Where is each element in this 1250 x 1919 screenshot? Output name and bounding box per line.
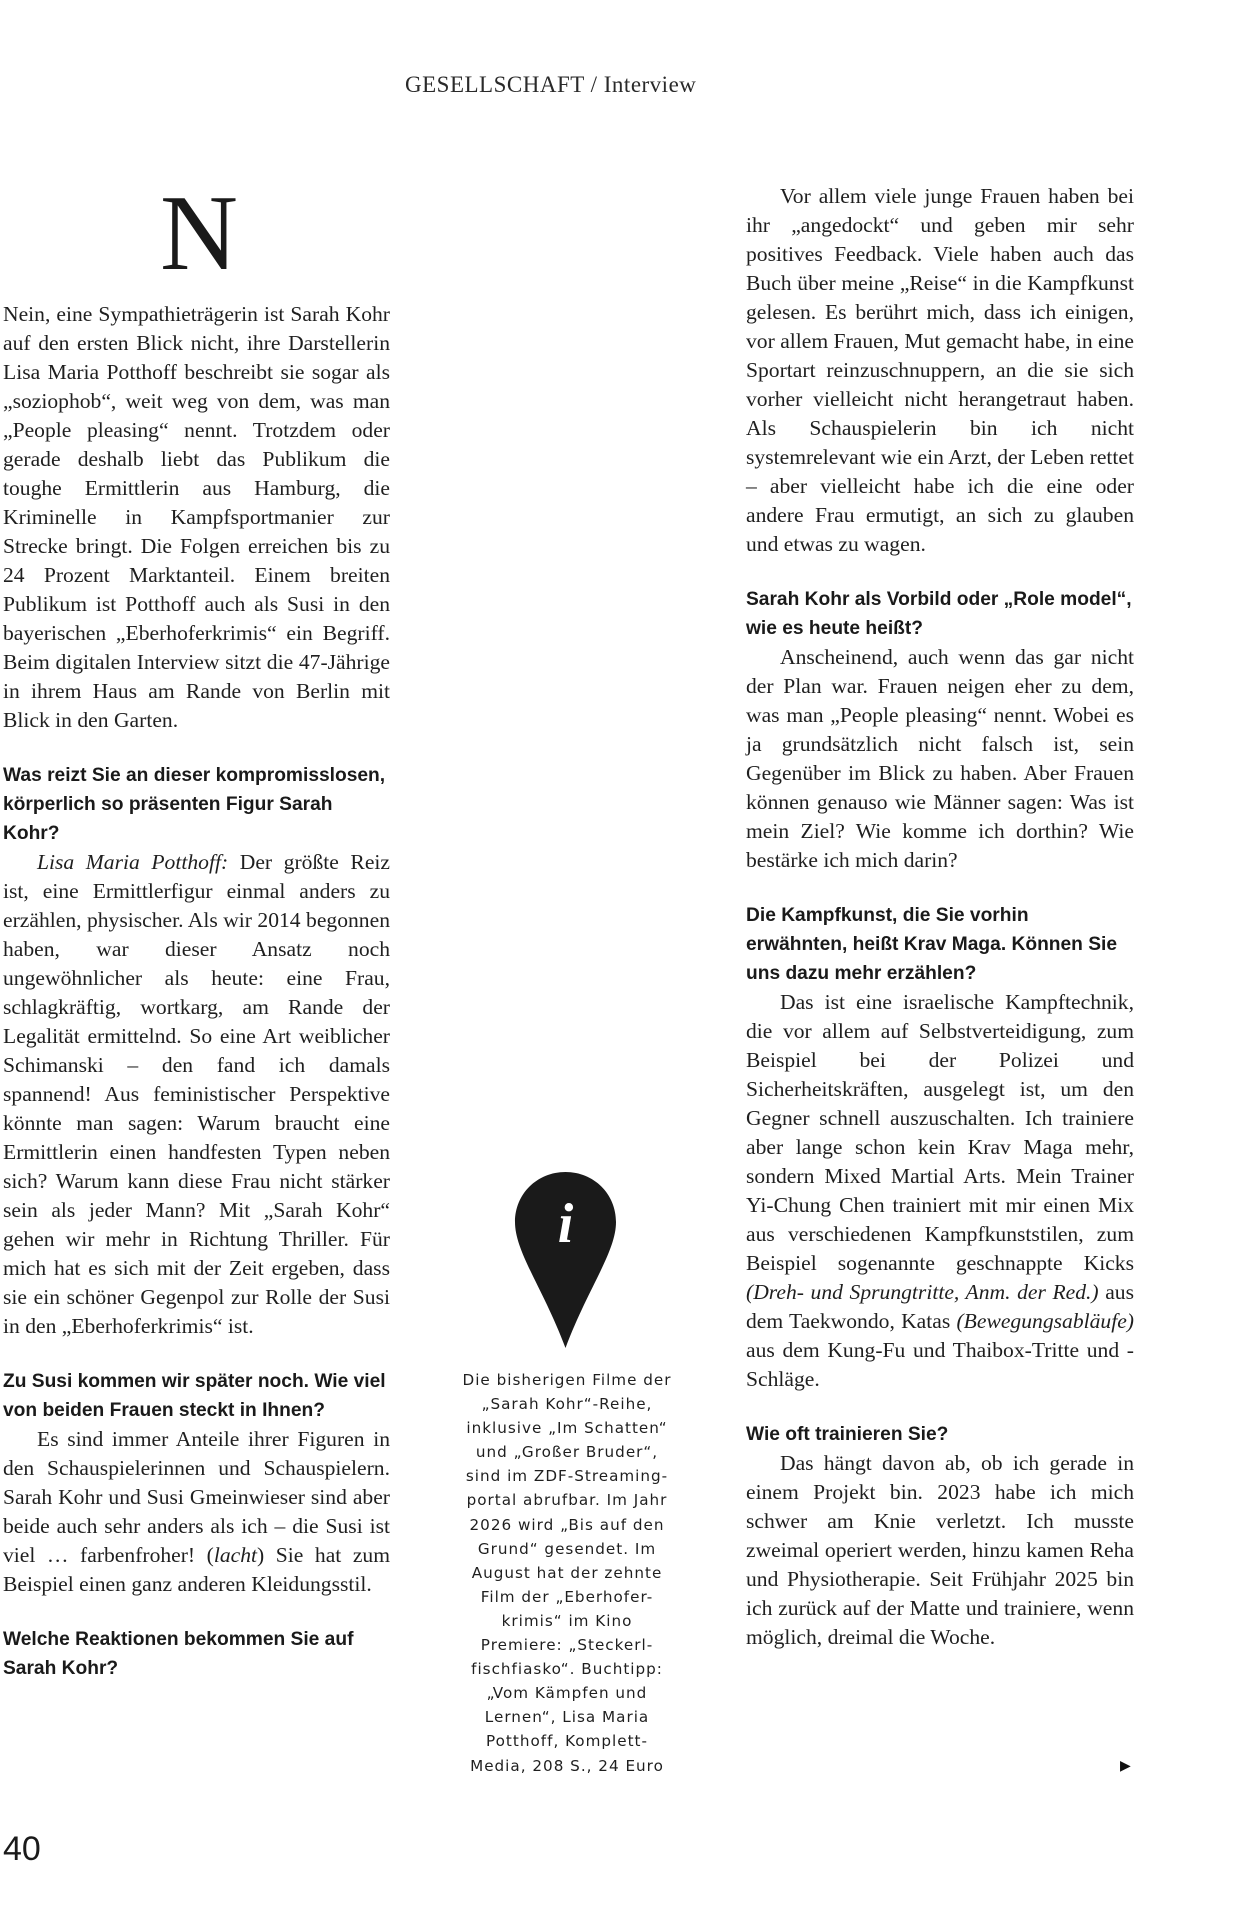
answer-5-text-c: aus dem Kung-Fu und Thaibox-Tritte und -Schläge.: [746, 1338, 1134, 1391]
info-box: [452, 1368, 682, 1778]
answer-5-text-b: aus dem Taekwondo, Katas: [746, 1280, 1135, 1333]
answer-5-text-a: Das ist eine israelische Kampftechnik, die vor allem auf Selbstverteidigung, zum Beispiel bei der Polizei und Sicherheitskräften, ausgelegt ist, um den Gegner schnell auszuschalten. Ich trainiere aber lange schon kein Krav Maga mehr, sondern Mixed Martial Arts. Mein Trainer Yi-Chung Chen trainiert mit mir einen Mix aus verschiedenen Kampfkunststilen, zum Beispiel sogenannte geschnappte Kicks: [746, 990, 1134, 1275]
answer-1-text: Der größte Reiz ist, eine Ermittlerfigur einmal anders zu erzählen, physischer. Als wir 2014 begonnen haben, war dieser Ansatz noch ungewöhnlicher als heute: eine Frau, schlagkräftig, wortkarg, am Rande der Legalität ermittelnd. So eine Art weiblicher Schimanski – den fand ich damals spannend! Aus feministischer Perspektive könnte man sagen: Warum braucht eine Ermittlerin einen handfesten Typen neben sich? Warum kann diese Frau nicht stärker sein als jeder Mann? Mit „Sarah Kohr“ gehen wir mehr in Richtung Thriller. Für mich hat es sich mit der Zeit ergeben, dass sie ein schöner Gegenpol zur Rolle der Susi in den „Eberhoferkrimis“ ist.: [3, 850, 391, 1338]
answer-2-text-a: Es sind immer Anteile ihrer Figuren in den Schauspielerinnen und Schauspielern. Sarah Kohr und Susi Gmeinwieser sind aber beide auch sehr anders als ich – die Susi ist viel … farbenfroher! (: [3, 1427, 390, 1567]
question-6: Wie oft trainieren Sie?: [746, 1424, 949, 1445]
answer-1: [3, 848, 390, 1341]
info-pin-letter: i: [557, 1193, 574, 1255]
info-pin-icon: [513, 1170, 618, 1350]
question-1: Was reizt Sie an dieser kompromisslosen, körperlich so präsenten Figur Sarah Kohr?: [3, 765, 386, 844]
right-column: [746, 182, 1134, 1652]
answer-5-note-2: (Bewegungsabläufe): [956, 1309, 1134, 1333]
left-column: [3, 300, 390, 1683]
answer-1-speaker: Lisa Maria Potthoff:: [37, 850, 229, 874]
section-header: GESELLSCHAFT / Interview: [405, 72, 697, 97]
question-2: Zu Susi kommen wir später noch. Wie viel von beiden Frauen steckt in Ihnen?: [3, 1371, 386, 1421]
continue-arrow-icon: ▶: [1120, 1759, 1131, 1774]
drop-cap: N: [160, 174, 238, 293]
answer-4: Anscheinend, auch wenn das gar nicht der Plan war. Frauen neigen eher zu dem, was man „People pleasing“ nennt. Wobei es ja grundsätzlich nicht falsch ist, sein Gegenüber im Blick zu haben. Aber Frauen können genauso wie Männer sagen: Was ist mein Ziel? Wie komme ich dorthin? Wie bestärke ich mich darin?: [746, 645, 1134, 872]
answer-2-laugh: lacht: [213, 1543, 258, 1567]
answer-3: Vor allem viele junge Frauen haben bei ihr „angedockt“ und geben mir sehr positives Feedback. Viele haben auch das Buch über meine „Reise“ in die Kampfkunst gelesen. Es berührt mich, dass ich einigen, vor allem Frauen, Mut gemacht habe, in eine Sportart reinzuschnuppern, an die sie sich vorher vielleicht nicht herangetraut haben. Als Schauspielerin bin ich nicht systemrelevant wie ein Arzt, der Leben rettet – aber vielleicht habe ich die eine oder andere Frau ermutigt, an sich zu glauben und etwas zu wagen.: [746, 184, 1134, 556]
answer-6: Das hängt davon ab, ob ich gerade in einem Projekt bin. 2023 habe ich mich schwer am Knie verletzt. Ich musste zweimal operiert werden, hinzu kamen Reha und Physiotherapie. Seit Frühjahr 2025 bin ich zurück auf der Matte und trainiere, wenn möglich, dreimal die Woche.: [746, 1451, 1134, 1649]
intro-paragraph: Nein, eine Sympathieträgerin ist Sarah Kohr auf den ersten Blick nicht, ihre Darstellerin Lisa Maria Potthoff beschreibt sie sogar als „soziophob“, weit weg von dem, was man „People pleasing“ nennt. Trotzdem oder gerade deshalb liebt das Publikum die toughe Ermittlerin aus Hamburg, die Kriminelle in Kampfsportmanier zur Strecke bringt. Die Folgen erreichen bis zu 24 Prozent Marktanteil. Einem breiten Publikum ist Potthoff auch als Susi in den bayerischen „Eberhoferkrimis“ ein Begriff. Beim digitalen Interview sitzt die 47-Jährige in ihrem Haus am Rande von Berlin mit Blick in den Garten.: [3, 302, 390, 732]
page-number: 40: [3, 1830, 41, 1868]
question-3: Welche Reaktionen bekommen Sie auf Sarah Kohr?: [3, 1629, 354, 1679]
answer-5: [746, 988, 1134, 1394]
question-4: Sarah Kohr als Vorbild oder „Role model“, wie es heute heißt?: [746, 589, 1132, 639]
answer-2-text-b: ) Sie hat zum Beispiel einen ganz anderen Kleidungsstil.: [3, 1543, 390, 1596]
answer-5-note-1: (Dreh- und Sprungtritte, Anm. der Red.): [746, 1280, 1099, 1304]
info-text: Die bisherigen Filme der „Sarah Kohr“-Reihe, inklusive „Im Schatten“ und „Großer Bruder“, sind im ZDF-Streaming- portal abrufbar. Im Jahr 2026 wird „Bis auf den Grund“ gesendet. Im August hat der zehnte Film der „Eberhofer- krimis“ im Kino Premiere: „Steckerl- fischfiasko“. Buchtipp: „Vom Kämpfen und Lernen“, Lisa Maria Potthoff, Komplett- Media, 208 S., 24 Euro: [462, 1371, 672, 1775]
answer-2: [3, 1425, 390, 1599]
question-5: Die Kampfkunst, die Sie vorhin erwähnten, heißt Krav Maga. Können Sie uns dazu mehr erzählen?: [746, 905, 1118, 984]
